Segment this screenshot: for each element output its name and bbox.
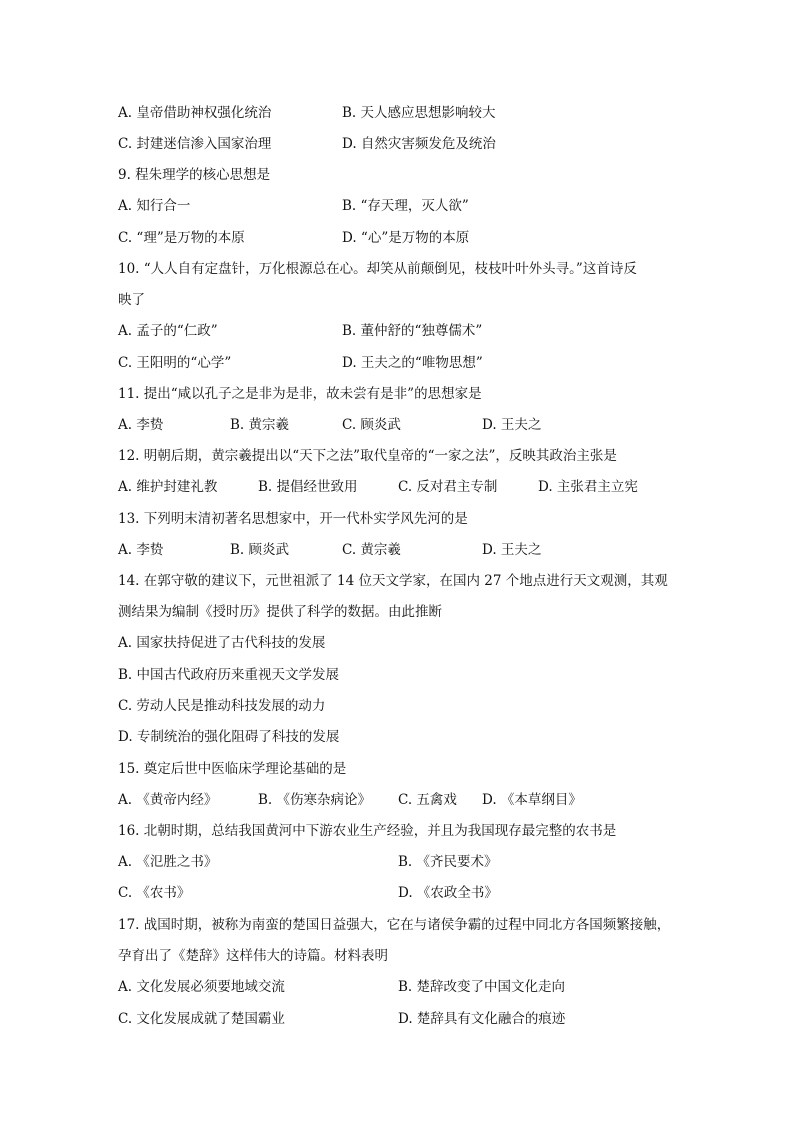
q10-stem-line2: 映了 <box>118 292 145 308</box>
q9-option-a: A. 知行合一 <box>118 198 191 214</box>
q13-stem: 13. 下列明末清初著名思想家中，开一代朴实学风先河的是 <box>118 511 468 527</box>
q10-option-c: C. 王阳明的“心学” <box>118 355 232 371</box>
q15-option-d: D. 《本草纲目》 <box>482 792 582 808</box>
q14-stem-line2: 测结果为编制《授时历》提供了科学的数据。由此推断 <box>118 604 442 620</box>
q17-stem-line1: 17. 战国时期，被称为南蛮的楚国日益强大，它在与诸侯争霸的过程中同北方各国频繁接触， <box>118 917 671 933</box>
q17-stem-line2: 孕育出了《楚辞》这样伟大的诗篇。材料表明 <box>118 948 388 964</box>
q11-option-c: C. 顾炎武 <box>342 417 401 433</box>
q9-stem: 9. 程朱理学的核心思想是 <box>118 167 271 183</box>
q8-option-c: C. 封建迷信渗入国家治理 <box>118 136 272 152</box>
q11-option-a: A. 李贽 <box>118 417 164 433</box>
q9-option-c: C. “理”是万物的本原 <box>118 230 245 246</box>
q14-option-d: D. 专制统治的强化阻碍了科技的发展 <box>118 729 340 745</box>
q12-option-c: C. 反对君主专制 <box>398 479 498 495</box>
q10-stem-line1: 10. “人人自有定盘针，万化根源总在心。却笑从前颠倒见，枝枝叶叶外头寻。”这首诗反 <box>118 261 637 277</box>
q15-option-b: B. 《伤寒杂病论》 <box>258 792 372 808</box>
q16-option-d: D. 《农政全书》 <box>398 885 498 901</box>
q8-option-a: A. 皇帝借助神权强化统治 <box>118 105 272 121</box>
q9-option-d: D. “心”是万物的本原 <box>342 230 470 246</box>
q12-stem: 12. 明朝后期，黄宗羲提出以“天下之法”取代皇帝的“一家之法”，反映其政治主张是 <box>118 448 617 464</box>
q14-option-c: C. 劳动人民是推动科技发展的动力 <box>118 698 326 714</box>
q8-option-b: B. 天人感应思想影响较大 <box>342 105 496 121</box>
q12-option-a: A. 维护封建礼教 <box>118 479 218 495</box>
q17-option-a: A. 文化发展必须要地域交流 <box>118 979 285 995</box>
q11-option-b: B. 黄宗羲 <box>230 417 290 433</box>
q11-option-d: D. 王夫之 <box>482 417 542 433</box>
q10-option-d: D. 王夫之的“唯物思想” <box>342 355 483 371</box>
q16-option-b: B. 《齐民要术》 <box>398 854 498 870</box>
q16-option-c: C. 《农书》 <box>118 885 191 901</box>
q17-option-d: D. 楚辞具有文化融合的痕迹 <box>398 1011 566 1027</box>
q17-option-b: B. 楚辞改变了中国文化走向 <box>398 979 566 995</box>
q12-option-b: B. 提倡经世致用 <box>258 479 358 495</box>
q12-option-d: D. 主张君主立宪 <box>538 479 638 495</box>
q8-option-d: D. 自然灾害频发危及统治 <box>342 136 496 152</box>
q13-option-d: D. 王夫之 <box>482 542 542 558</box>
q16-option-a: A. 《氾胜之书》 <box>118 854 218 870</box>
q11-stem: 11. 提出“咸以孔子之是非为是非，故未尝有是非”的思想家是 <box>118 386 482 402</box>
q17-option-c: C. 文化发展成就了楚国霸业 <box>118 1011 285 1027</box>
q16-stem: 16. 北朝时期，总结我国黄河中下游农业生产经验，并且为我国现存最完整的农书是 <box>118 823 617 839</box>
q13-option-c: C. 黄宗羲 <box>342 542 401 558</box>
q15-stem: 15. 奠定后世中医临床学理论基础的是 <box>118 761 347 777</box>
q10-option-a: A. 孟子的“仁政” <box>118 323 218 339</box>
q14-option-b: B. 中国古代政府历来重视天文学发展 <box>118 667 340 683</box>
q15-option-c: C. 五禽戏 <box>398 792 457 808</box>
q13-option-b: B. 顾炎武 <box>230 542 290 558</box>
q14-stem-line1: 14. 在郭守敬的建议下，元世祖派了 14 位天文学家，在国内 27 个地点进行天文观测，其观 <box>118 573 668 589</box>
q10-option-b: B. 董仲舒的“独尊儒术” <box>342 323 483 339</box>
q13-option-a: A. 李贽 <box>118 542 164 558</box>
q15-option-a: A. 《黄帝内经》 <box>118 792 218 808</box>
q14-option-a: A. 国家扶持促进了古代科技的发展 <box>118 635 326 651</box>
q9-option-b: B. “存天理，灭人欲” <box>342 198 469 214</box>
